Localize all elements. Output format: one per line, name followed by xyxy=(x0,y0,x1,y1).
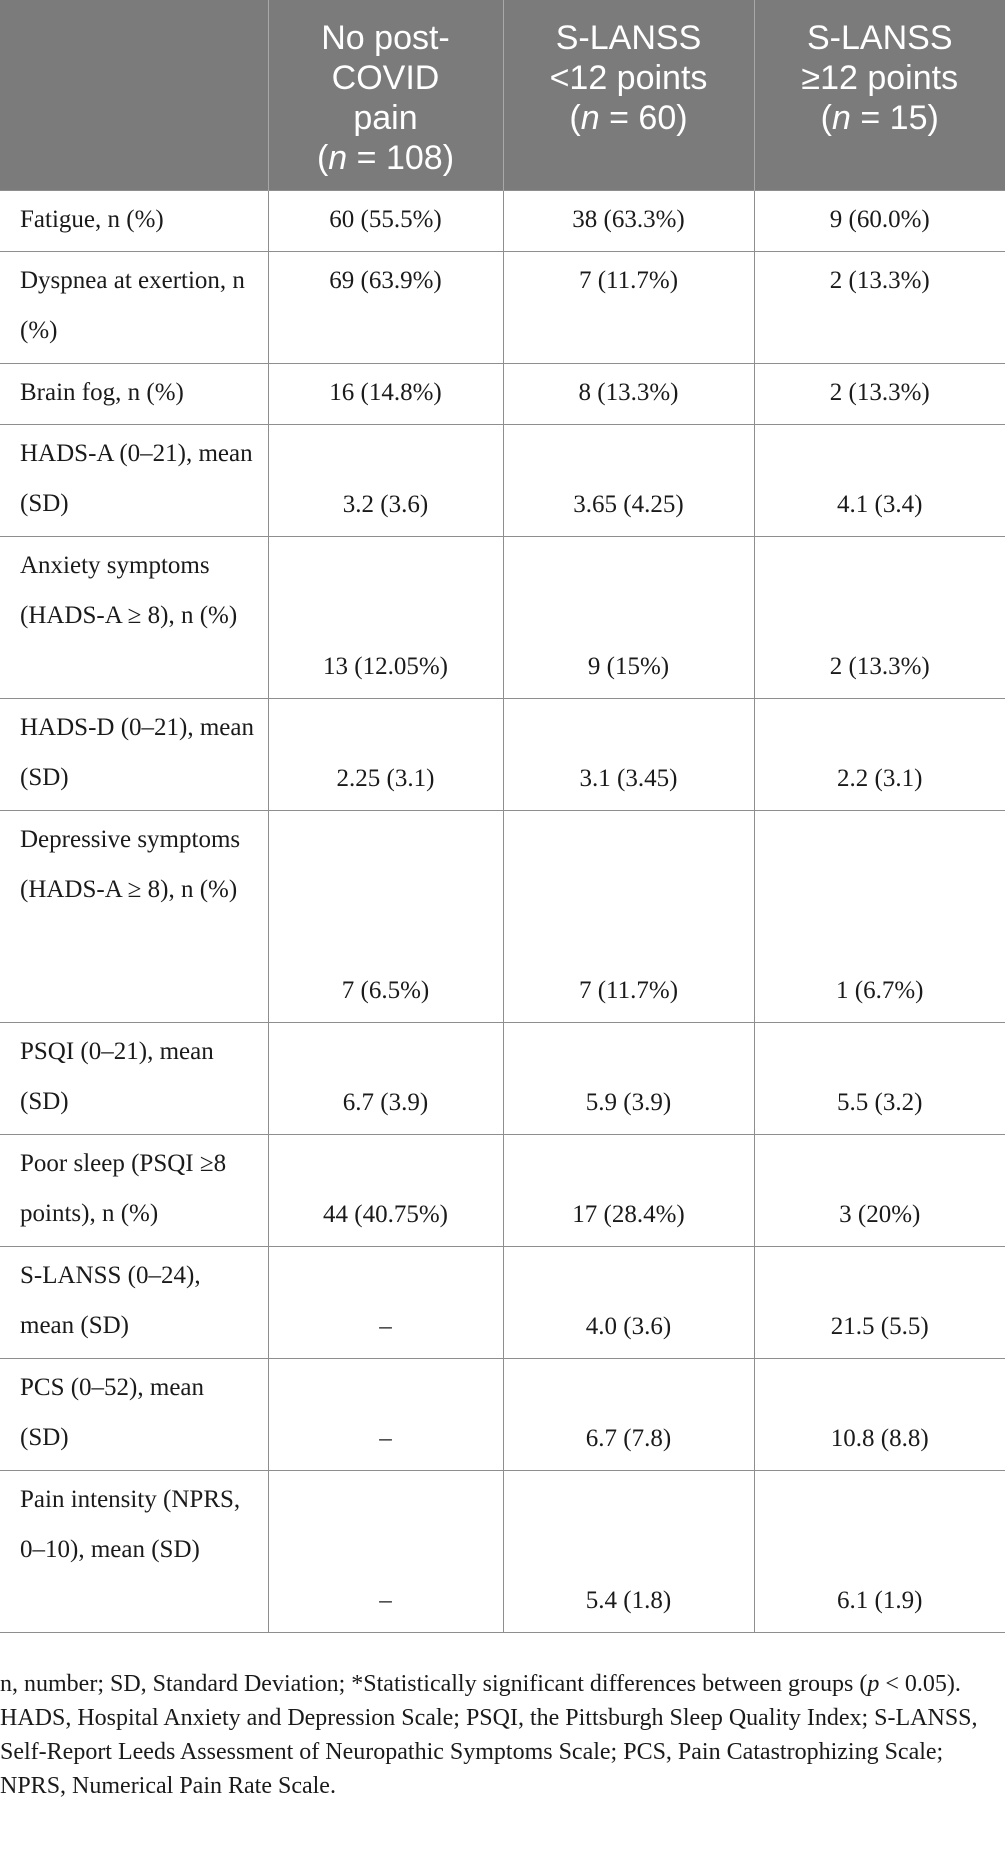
cell-value: 9 (60.0%) xyxy=(754,191,1005,252)
cell-value: 2 (13.3%) xyxy=(754,364,1005,425)
header-n-label: n xyxy=(328,139,348,177)
footnote-p-symbol: p xyxy=(867,1671,880,1697)
cell-value: 2.2 (3.1) xyxy=(754,699,1005,811)
row-label: PSQI (0–21), mean (SD) xyxy=(0,1023,268,1135)
footnote-abbreviations: n, number; SD, Standard Deviation; *Statistically significant differences between groups (p < 0.05). xyxy=(0,1671,961,1697)
cell-value: 7 (11.7%) xyxy=(503,252,754,364)
row-label: HADS-D (0–21), mean (SD) xyxy=(0,699,268,811)
cell-value: 5.5 (3.2) xyxy=(754,1023,1005,1135)
table-row xyxy=(0,1247,1005,1359)
table-row xyxy=(0,811,1005,1023)
cell-value: 3 (20%) xyxy=(754,1135,1005,1247)
row-label: HADS-A (0–21), mean (SD) xyxy=(0,425,268,537)
header-cell-slanss-low: S-LANSS <12 points (n = 60) xyxy=(503,0,754,191)
row-label: Poor sleep (PSQI ≥8 points), n (%) xyxy=(0,1135,268,1247)
cell-value: 4.1 (3.4) xyxy=(754,425,1005,537)
cell-value: 3.2 (3.6) xyxy=(268,425,503,537)
table-row xyxy=(0,1471,1005,1633)
cell-value: 3.65 (4.25) xyxy=(503,425,754,537)
table-row xyxy=(0,537,1005,699)
row-label: Pain intensity (NPRS, 0–10), mean (SD) xyxy=(0,1471,268,1633)
row-label: PCS (0–52), mean (SD) xyxy=(0,1359,268,1471)
cell-value: 69 (63.9%) xyxy=(268,252,503,364)
table-row xyxy=(0,1135,1005,1247)
table-row xyxy=(0,1359,1005,1471)
row-label: Fatigue, n (%) xyxy=(0,191,268,252)
cell-value: 13 (12.05%) xyxy=(268,537,503,699)
cell-value: 1 (6.7%) xyxy=(754,811,1005,1023)
header-text: <12 points xyxy=(549,59,708,97)
cell-value: 10.8 (8.8) xyxy=(754,1359,1005,1471)
header-n-value: = 60) xyxy=(599,99,688,137)
cell-value: 5.4 (1.8) xyxy=(503,1471,754,1633)
header-text: S-LANSS xyxy=(555,19,702,57)
cell-value: 8 (13.3%) xyxy=(503,364,754,425)
header-n-label: n xyxy=(580,99,600,137)
table-row xyxy=(0,1023,1005,1135)
header-n-label: n xyxy=(832,99,851,137)
cell-value: 2.25 (3.1) xyxy=(268,699,503,811)
table-row xyxy=(0,425,1005,537)
cell-value: 7 (6.5%) xyxy=(268,811,503,1023)
row-label: Brain fog, n (%) xyxy=(0,364,268,425)
cell-value: 5.9 (3.9) xyxy=(503,1023,754,1135)
header-cell-empty xyxy=(0,0,268,191)
cell-value: 44 (40.75%) xyxy=(268,1135,503,1247)
cell-value: 17 (28.4%) xyxy=(503,1135,754,1247)
cell-value: – xyxy=(268,1359,503,1471)
cell-value: 38 (63.3%) xyxy=(503,191,754,252)
table-row xyxy=(0,364,1005,425)
table-body xyxy=(0,191,1005,1633)
header-n-value: = 15) xyxy=(850,99,939,137)
cell-value: – xyxy=(268,1471,503,1633)
cell-value: – xyxy=(268,1247,503,1359)
cell-value: 3.1 (3.45) xyxy=(503,699,754,811)
row-label: S-LANSS (0–24), mean (SD) xyxy=(0,1247,268,1359)
cell-value: 2 (13.3%) xyxy=(754,252,1005,364)
cell-value: 6.7 (3.9) xyxy=(268,1023,503,1135)
table-row xyxy=(0,191,1005,252)
cell-value: 16 (14.8%) xyxy=(268,364,503,425)
table-row xyxy=(0,699,1005,811)
header-cell-slanss-high: S-LANSS ≥12 points (n = 15) xyxy=(754,0,1005,191)
cell-value: 6.1 (1.9) xyxy=(754,1471,1005,1633)
row-label: Anxiety symptoms (HADS-A ≥ 8), n (%) xyxy=(0,537,268,699)
header-text: pain xyxy=(353,99,418,137)
cell-value: 4.0 (3.6) xyxy=(503,1247,754,1359)
header-text: No post- xyxy=(321,19,450,57)
table-row xyxy=(0,252,1005,364)
header-text: COVID xyxy=(331,59,440,97)
cell-value: 21.5 (5.5) xyxy=(754,1247,1005,1359)
table-footnotes xyxy=(0,1667,990,1803)
cell-value: 6.7 (7.8) xyxy=(503,1359,754,1471)
row-label: Depressive symptoms (HADS-A ≥ 8), n (%) xyxy=(0,811,268,1023)
table-header xyxy=(0,0,1005,191)
header-text: ≥12 points xyxy=(801,59,959,97)
cell-value: 60 (55.5%) xyxy=(268,191,503,252)
cell-value: 2 (13.3%) xyxy=(754,537,1005,699)
header-n-value: = 108) xyxy=(347,139,455,177)
footnote-scales: HADS, Hospital Anxiety and Depression Scale; PSQI, the Pittsburgh Sleep Quality Index; S-LANSS, Self-Report Leeds Assessment of Neuropathic Symptoms Scale; PCS, Pain Catastrophizing Scale; NPRS, Numerical Pain Rate Scale. xyxy=(0,1705,978,1799)
header-row xyxy=(0,0,1005,191)
header-text: S-LANSS xyxy=(807,19,953,57)
row-label: Dyspnea at exertion, n (%) xyxy=(0,252,268,364)
cell-value: 9 (15%) xyxy=(503,537,754,699)
cell-value: 7 (11.7%) xyxy=(503,811,754,1023)
header-cell-no-pain: No post- COVID pain (n = 108) xyxy=(268,0,503,191)
